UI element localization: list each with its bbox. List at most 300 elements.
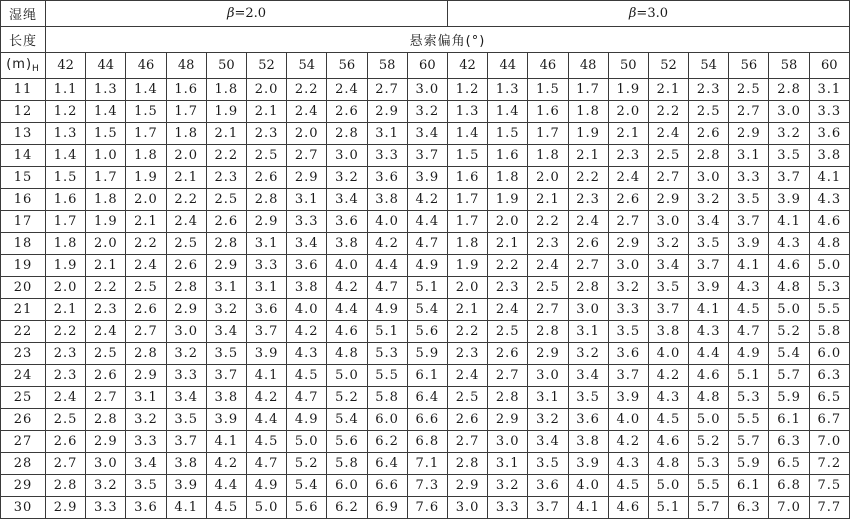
value-cell: 1.8 — [46, 233, 86, 255]
value-cell: 4.3 — [809, 189, 849, 211]
table-row — [1, 123, 850, 145]
value-cell: 4.9 — [246, 475, 286, 497]
value-cell: 2.6 — [166, 255, 206, 277]
value-cell: 5.6 — [287, 497, 327, 519]
value-cell: 7.2 — [809, 453, 849, 475]
value-cell: 3.9 — [608, 387, 648, 409]
value-cell: 2.0 — [126, 189, 166, 211]
value-cell: 3.1 — [729, 145, 769, 167]
angle-header-cell: 50 — [608, 53, 648, 79]
value-cell: 3.0 — [447, 497, 487, 519]
value-cell: 1.5 — [86, 123, 126, 145]
value-cell: 1.5 — [46, 167, 86, 189]
value-cell: 4.5 — [608, 475, 648, 497]
value-cell: 4.4 — [407, 211, 447, 233]
value-cell: 2.9 — [729, 123, 769, 145]
unit-subscript: H — [32, 64, 40, 74]
value-cell: 6.3 — [769, 431, 809, 453]
value-cell: 4.5 — [206, 497, 246, 519]
value-cell: 3.3 — [608, 299, 648, 321]
value-cell: 2.2 — [528, 211, 568, 233]
value-cell: 1.9 — [608, 79, 648, 101]
value-cell: 1.5 — [528, 79, 568, 101]
value-cell: 3.2 — [488, 475, 528, 497]
value-cell: 2.4 — [528, 255, 568, 277]
value-cell: 4.1 — [689, 299, 729, 321]
value-cell: 3.5 — [206, 343, 246, 365]
value-cell: 2.5 — [166, 233, 206, 255]
value-cell: 3.9 — [206, 409, 246, 431]
value-cell: 2.3 — [447, 343, 487, 365]
value-cell: 2.5 — [689, 101, 729, 123]
value-cell: 2.6 — [46, 431, 86, 453]
value-cell: 3.7 — [689, 255, 729, 277]
value-cell: 4.0 — [568, 475, 608, 497]
value-cell: 2.5 — [729, 79, 769, 101]
table-row — [1, 431, 850, 453]
value-cell: 2.4 — [327, 79, 367, 101]
value-cell: 3.3 — [488, 497, 528, 519]
value-cell: 3.1 — [488, 453, 528, 475]
value-cell: 2.2 — [126, 233, 166, 255]
value-cell: 3.2 — [689, 189, 729, 211]
value-cell: 4.2 — [367, 233, 407, 255]
value-cell: 5.0 — [689, 409, 729, 431]
beta-group-2 — [447, 1, 849, 27]
value-cell: 1.8 — [86, 189, 126, 211]
value-cell: 2.3 — [528, 233, 568, 255]
header-row-angle-title — [1, 27, 850, 53]
value-cell: 2.6 — [246, 167, 286, 189]
value-cell: 5.7 — [729, 431, 769, 453]
value-cell: 4.6 — [608, 497, 648, 519]
angle-header: 悬索偏角(°) — [46, 27, 850, 53]
value-cell: 3.1 — [809, 79, 849, 101]
value-cell: 6.1 — [769, 409, 809, 431]
value-cell: 5.8 — [367, 387, 407, 409]
value-cell: 3.6 — [287, 255, 327, 277]
value-cell: 2.8 — [568, 277, 608, 299]
value-cell: 3.9 — [166, 475, 206, 497]
value-cell: 2.8 — [528, 321, 568, 343]
value-cell: 2.0 — [528, 167, 568, 189]
value-cell: 2.3 — [46, 365, 86, 387]
value-cell: 2.1 — [528, 189, 568, 211]
value-cell: 1.7 — [447, 189, 487, 211]
value-cell: 2.9 — [86, 431, 126, 453]
value-cell: 2.2 — [86, 277, 126, 299]
value-cell: 6.0 — [327, 475, 367, 497]
value-cell: 2.9 — [46, 497, 86, 519]
value-cell: 2.4 — [126, 255, 166, 277]
value-cell: 2.5 — [246, 145, 286, 167]
value-cell: 3.3 — [246, 255, 286, 277]
angle-header-cell: 48 — [568, 53, 608, 79]
value-cell: 1.7 — [568, 79, 608, 101]
value-cell: 1.6 — [166, 79, 206, 101]
value-cell: 2.8 — [327, 123, 367, 145]
value-cell: 1.2 — [46, 101, 86, 123]
value-cell: 5.6 — [407, 321, 447, 343]
value-cell: 4.4 — [327, 299, 367, 321]
value-cell: 1.8 — [206, 79, 246, 101]
value-cell: 3.9 — [769, 189, 809, 211]
value-cell: 5.7 — [689, 497, 729, 519]
value-cell: 2.0 — [447, 277, 487, 299]
value-cell: 1.4 — [126, 79, 166, 101]
value-cell: 5.2 — [327, 387, 367, 409]
value-cell: 2.5 — [488, 321, 528, 343]
value-cell: 4.1 — [729, 255, 769, 277]
value-cell: 2.1 — [86, 255, 126, 277]
value-cell: 3.8 — [809, 145, 849, 167]
value-cell: 2.0 — [608, 101, 648, 123]
value-cell: 3.0 — [769, 101, 809, 123]
value-cell: 2.6 — [206, 211, 246, 233]
value-cell: 5.2 — [689, 431, 729, 453]
value-cell: 2.1 — [206, 123, 246, 145]
value-cell: 4.2 — [287, 321, 327, 343]
angle-header-cell: 46 — [126, 53, 166, 79]
value-cell: 4.5 — [246, 431, 286, 453]
value-cell: 6.6 — [407, 409, 447, 431]
value-cell: 5.8 — [809, 321, 849, 343]
value-cell: 3.4 — [206, 321, 246, 343]
value-cell: 3.2 — [327, 167, 367, 189]
value-cell: 4.5 — [648, 409, 688, 431]
value-cell: 3.3 — [367, 145, 407, 167]
value-cell: 4.2 — [608, 431, 648, 453]
table-body — [1, 1, 850, 519]
value-cell: 3.7 — [206, 365, 246, 387]
value-cell: 5.4 — [327, 409, 367, 431]
value-cell: 2.4 — [488, 299, 528, 321]
value-cell: 1.3 — [46, 123, 86, 145]
value-cell: 1.9 — [46, 255, 86, 277]
angle-header-cell: 44 — [86, 53, 126, 79]
value-cell: 2.0 — [287, 123, 327, 145]
value-cell: 3.8 — [166, 453, 206, 475]
angle-header-cell: 48 — [166, 53, 206, 79]
value-cell: 3.2 — [528, 409, 568, 431]
value-cell: 4.8 — [689, 387, 729, 409]
value-cell: 5.3 — [367, 343, 407, 365]
value-cell: 5.5 — [689, 475, 729, 497]
value-cell: 2.4 — [608, 167, 648, 189]
value-cell: 2.1 — [648, 79, 688, 101]
value-cell: 2.8 — [689, 145, 729, 167]
value-cell: 2.3 — [608, 145, 648, 167]
value-cell: 4.1 — [246, 365, 286, 387]
value-cell: 1.9 — [568, 123, 608, 145]
value-cell: 1.0 — [86, 145, 126, 167]
value-cell: 1.8 — [166, 123, 206, 145]
value-cell: 2.9 — [166, 299, 206, 321]
value-cell: 5.6 — [327, 431, 367, 453]
value-cell: 3.7 — [648, 299, 688, 321]
value-cell: 3.7 — [246, 321, 286, 343]
table-row — [1, 255, 850, 277]
value-cell: 4.3 — [648, 387, 688, 409]
value-cell: 6.3 — [809, 365, 849, 387]
value-cell: 3.5 — [729, 189, 769, 211]
angle-header-cell: 58 — [769, 53, 809, 79]
value-cell: 1.3 — [488, 79, 528, 101]
value-cell: 4.7 — [407, 233, 447, 255]
value-cell: 2.4 — [46, 387, 86, 409]
value-cell: 3.0 — [689, 167, 729, 189]
value-cell: 3.9 — [568, 453, 608, 475]
value-cell: 1.8 — [568, 101, 608, 123]
rope-length-cell: 22 — [1, 321, 46, 343]
value-cell: 2.9 — [287, 167, 327, 189]
value-cell: 5.0 — [327, 365, 367, 387]
value-cell: 4.2 — [407, 189, 447, 211]
value-cell: 7.1 — [407, 453, 447, 475]
angle-header-cell: 56 — [729, 53, 769, 79]
value-cell: 2.7 — [528, 299, 568, 321]
rope-length-cell: 27 — [1, 431, 46, 453]
value-cell: 3.4 — [689, 211, 729, 233]
value-cell: 2.1 — [46, 299, 86, 321]
value-cell: 3.9 — [246, 343, 286, 365]
value-cell: 3.5 — [608, 321, 648, 343]
value-cell: 1.8 — [528, 145, 568, 167]
value-cell: 3.1 — [568, 321, 608, 343]
rope-length-cell: 15 — [1, 167, 46, 189]
value-cell: 2.1 — [126, 211, 166, 233]
table-row — [1, 189, 850, 211]
value-cell: 3.6 — [809, 123, 849, 145]
rope-length-cell: 16 — [1, 189, 46, 211]
value-cell: 6.2 — [327, 497, 367, 519]
value-cell: 3.1 — [206, 277, 246, 299]
value-cell: 3.9 — [729, 233, 769, 255]
value-cell: 1.6 — [46, 189, 86, 211]
value-cell: 4.3 — [287, 343, 327, 365]
header-row-angles — [1, 53, 850, 79]
value-cell: 3.7 — [729, 211, 769, 233]
value-cell: 3.2 — [126, 409, 166, 431]
angle-header-cell: 44 — [488, 53, 528, 79]
value-cell: 2.2 — [568, 167, 608, 189]
beta-symbol: β — [628, 6, 637, 21]
value-cell: 4.3 — [689, 321, 729, 343]
value-cell: 5.4 — [287, 475, 327, 497]
value-cell: 4.2 — [648, 365, 688, 387]
table-row — [1, 211, 850, 233]
rope-length-cell: 18 — [1, 233, 46, 255]
value-cell: 2.8 — [246, 189, 286, 211]
value-cell: 2.8 — [447, 453, 487, 475]
value-cell: 4.4 — [367, 255, 407, 277]
table-row — [1, 409, 850, 431]
value-cell: 6.6 — [367, 475, 407, 497]
value-cell: 1.5 — [488, 123, 528, 145]
value-cell: 5.3 — [689, 453, 729, 475]
value-cell: 3.9 — [407, 167, 447, 189]
value-cell: 3.6 — [608, 343, 648, 365]
value-cell: 3.4 — [327, 189, 367, 211]
value-cell: 3.1 — [528, 387, 568, 409]
value-cell: 2.8 — [46, 475, 86, 497]
value-cell: 6.0 — [367, 409, 407, 431]
value-cell: 2.8 — [126, 343, 166, 365]
value-cell: 1.7 — [166, 101, 206, 123]
value-cell: 4.1 — [206, 431, 246, 453]
value-cell: 4.5 — [729, 299, 769, 321]
value-cell: 3.3 — [287, 211, 327, 233]
value-cell: 2.9 — [488, 409, 528, 431]
value-cell: 5.5 — [729, 409, 769, 431]
rope-length-cell: 11 — [1, 79, 46, 101]
value-cell: 3.6 — [367, 167, 407, 189]
rope-length-cell: 14 — [1, 145, 46, 167]
value-cell: 3.0 — [568, 299, 608, 321]
value-cell: 4.8 — [327, 343, 367, 365]
value-cell: 2.2 — [287, 79, 327, 101]
value-cell: 4.6 — [809, 211, 849, 233]
table-row — [1, 299, 850, 321]
value-cell: 2.9 — [126, 365, 166, 387]
angle-header-cell: 42 — [46, 53, 86, 79]
value-cell: 4.8 — [648, 453, 688, 475]
value-cell: 5.4 — [769, 343, 809, 365]
value-cell: 3.6 — [246, 299, 286, 321]
value-cell: 2.1 — [568, 145, 608, 167]
table-row — [1, 387, 850, 409]
value-cell: 2.4 — [568, 211, 608, 233]
value-cell: 2.8 — [166, 277, 206, 299]
rope-length-cell: 29 — [1, 475, 46, 497]
value-cell: 4.2 — [327, 277, 367, 299]
value-cell: 1.6 — [488, 145, 528, 167]
value-cell: 5.1 — [367, 321, 407, 343]
table-row — [1, 167, 850, 189]
value-cell: 6.7 — [809, 409, 849, 431]
value-cell: 2.9 — [608, 233, 648, 255]
table-row — [1, 365, 850, 387]
value-cell: 3.8 — [568, 431, 608, 453]
value-cell: 1.8 — [488, 167, 528, 189]
value-cell: 2.8 — [206, 233, 246, 255]
table-row — [1, 453, 850, 475]
value-cell: 4.7 — [729, 321, 769, 343]
value-cell: 3.0 — [608, 255, 648, 277]
value-cell: 2.4 — [648, 123, 688, 145]
value-cell: 3.6 — [327, 211, 367, 233]
value-cell: 5.8 — [327, 453, 367, 475]
beta-group-1 — [46, 1, 448, 27]
value-cell: 3.7 — [528, 497, 568, 519]
value-cell: 3.4 — [166, 387, 206, 409]
value-cell: 3.0 — [166, 321, 206, 343]
value-cell: 1.4 — [46, 145, 86, 167]
value-cell: 2.5 — [126, 277, 166, 299]
value-cell: 2.0 — [246, 79, 286, 101]
value-cell: 2.3 — [86, 299, 126, 321]
value-cell: 1.7 — [126, 123, 166, 145]
value-cell: 2.7 — [86, 387, 126, 409]
value-cell: 5.4 — [407, 299, 447, 321]
value-cell: 4.9 — [729, 343, 769, 365]
angle-header-cell: 54 — [287, 53, 327, 79]
value-cell: 5.2 — [769, 321, 809, 343]
value-cell: 4.0 — [648, 343, 688, 365]
stub-line2: 长度 — [1, 27, 46, 53]
value-cell: 3.2 — [608, 277, 648, 299]
value-cell: 4.2 — [246, 387, 286, 409]
value-cell: 4.0 — [367, 211, 407, 233]
value-cell: 2.5 — [46, 409, 86, 431]
value-cell: 4.0 — [608, 409, 648, 431]
value-cell: 4.6 — [648, 431, 688, 453]
value-cell: 1.6 — [528, 101, 568, 123]
value-cell: 4.5 — [287, 365, 327, 387]
value-cell: 6.8 — [407, 431, 447, 453]
value-cell: 3.7 — [769, 167, 809, 189]
angle-header-cell: 54 — [689, 53, 729, 79]
value-cell: 4.3 — [608, 453, 648, 475]
rope-length-cell: 12 — [1, 101, 46, 123]
value-cell: 2.7 — [729, 101, 769, 123]
table-row — [1, 321, 850, 343]
value-cell: 2.2 — [46, 321, 86, 343]
value-cell: 3.8 — [367, 189, 407, 211]
value-cell: 2.4 — [86, 321, 126, 343]
angle-header-cell: 60 — [809, 53, 849, 79]
value-cell: 3.0 — [528, 365, 568, 387]
value-cell: 4.3 — [729, 277, 769, 299]
value-cell: 3.4 — [287, 233, 327, 255]
angle-header-cell: 60 — [407, 53, 447, 79]
value-cell: 2.9 — [367, 101, 407, 123]
angle-header-cell: 42 — [447, 53, 487, 79]
value-cell: 5.3 — [729, 387, 769, 409]
value-cell: 4.8 — [769, 277, 809, 299]
value-cell: 6.4 — [407, 387, 447, 409]
value-cell: 2.5 — [86, 343, 126, 365]
angle-header-cell: 58 — [367, 53, 407, 79]
value-cell: 2.6 — [86, 365, 126, 387]
value-cell: 3.3 — [809, 101, 849, 123]
value-cell: 5.5 — [809, 299, 849, 321]
value-cell: 1.9 — [86, 211, 126, 233]
value-cell: 7.0 — [769, 497, 809, 519]
value-cell: 4.7 — [287, 387, 327, 409]
value-cell: 3.3 — [729, 167, 769, 189]
value-cell: 3.8 — [327, 233, 367, 255]
value-cell: 2.1 — [447, 299, 487, 321]
value-cell: 6.2 — [367, 431, 407, 453]
value-cell: 4.4 — [206, 475, 246, 497]
rope-length-cell: 21 — [1, 299, 46, 321]
value-cell: 3.1 — [287, 189, 327, 211]
value-cell: 2.6 — [447, 409, 487, 431]
value-cell: 1.4 — [86, 101, 126, 123]
value-cell: 3.4 — [126, 453, 166, 475]
table-row — [1, 497, 850, 519]
value-cell: 3.7 — [608, 365, 648, 387]
value-cell: 1.9 — [206, 101, 246, 123]
value-cell: 2.2 — [206, 145, 246, 167]
value-cell: 2.9 — [447, 475, 487, 497]
value-cell: 5.7 — [769, 365, 809, 387]
value-cell: 2.6 — [689, 123, 729, 145]
value-cell: 3.1 — [246, 277, 286, 299]
value-cell: 2.1 — [166, 167, 206, 189]
rope-length-cell: 24 — [1, 365, 46, 387]
